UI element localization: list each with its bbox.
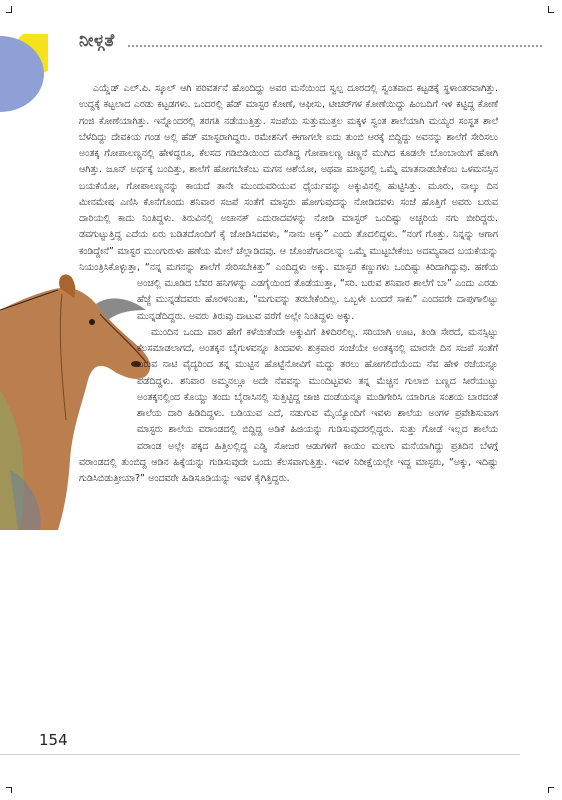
crop-mark [548, 6, 549, 12]
crop-mark [11, 6, 12, 12]
crop-mark [6, 12, 12, 13]
page-number: 154 [39, 731, 68, 749]
section-title: ನೀಳ್ಗತೆ [79, 31, 115, 51]
header-dotted-rule [128, 45, 542, 47]
paragraph-text: ಎಯ್ಡೆಡ್ ಎಲ್.ಪಿ. ಸ್ಕೂಲ್ ಆಗಿ ಪರಿವರ್ತನೆ ಹೊಂದಿದ್ದು ಅವರ ಮನೆಯಿಂದ ಸ್ವಲ್ಪ ದೂರದಲ್ಲಿ ಸ್ವಂತವಾದ ಕಟ್ಟಡಕ್ಕೆ ಸ್ಥಳಾಂತರವಾಗಿತ್ತು. ಉದ್ದಕ್ಕೆ ಕಟ್ಟಲಾದ ಎರಡು ಕಟ್ಟಡಗಳು. ಒಂದರಲ್ಲಿ ಹೆಡ್ ಮಾಸ್ಟರ ಕೋಣೆ, ಆಫೀಸು, ಟೀಚರ್‌ಗಳ ಕೋಣೆಯಿದ್ದು ಹಿಂಬದಿಗೆ ಇಳಿ ಕಟ್ಟಿದ್ದ ಕೋಣೆ ಗಂಜಿ ಕೋಣೆಯಾಗಿತ್ತು. ಇನ್ನೊಂದರಲ್ಲಿ ತರಗತಿ ನಡೆಯುತ್ತಿತ್ತು. ಸಜಪೆಯ ಸುತ್ತುಮುತ್ತಲ ಮಕ್ಕಳ ಸ್ವಂತ ಶಾಲೆಯಾಗಿ ಮಯ್ಯರ ಸಂಸ್ಥತ ಶಾಲೆ ಬೆಳೆದಿದ್ದು ದೇವಕಿಯ ಗಂಡ ಅಲ್ಲಿ ಹೆಡ್ ಮಾಸ್ಟರಾಗಿದ್ದರು. ರಮೇಶನಿಗೆ ಈಗಾಗಲೇ ಐದು ತುಂಬಿ ಆರಕ್ಕೆ ಬಿದ್ದಿದ್ದು ಅವನನ್ನು ಶಾಲೆಗೆ ಸೇರಿಸಲು ಅಂತಕ್ಕ ಗೋಪಾಲಣ್ಣನಲ್ಲಿ ಹೇಳಿದ್ದರೂ, ಕೆಲಸದ ಗಡಿಬಿಡಿಯಿಂದ ಮರೆತಿದ್ದ ಗೋಪಾಲಣ್ಣ ಚಿಣ್ಣನೆ ಮುಗಿದ ಕೂಡಲೇ ಬೊಂಬಾಯಿಗೆ ಹೋಗಿ ಆಗಿತ್ತು. ಜೂನ್ ಅರ್ಧಕ್ಕೆ ಬಂದಿತ್ತು, ಶಾಲೆಗೆ ಹೋಗಬೇಕೆಂಬ ಮಗನ ಆಶೆಯೋ, ಅಥವಾ ಮಾಸ್ಟರಲ್ಲಿ ಒಮ್ಮೆ ಮಾತನಾಡಬೇಕೆಂಬ ಒಳಮನಸ್ಸಿನ ಬಯಕೆಯೋ, ಗೋಪಾಲಣ್ಣನನ್ನು ಕಾಯದೆ ತಾನೇ ಮುಂದುವರಿಯುವ ಧೈರ್ಯವನ್ನು ಅಕ್ಕುವಿನಲ್ಲಿ ಹುಟ್ಟಿಸಿತ್ತು. ಮೂರು, ನಾಲ್ಕು ದಿನ ಮೀನಮೇಷ ಎಣಿಸಿ ಕೊನೆಗೊಂದು ಶನಿವಾರ ಸಜಪೆ ಸಂತೆಗೆ ಮಾಸ್ಟರು ಹೋಗುವುದನ್ನು ನೋಡಿದವಳು ಸಂಜೆ ಹೊತ್ತಿಗೆ ಅವರು ಬರುವ ದಾರಿಯಲ್ಲಿ ಕಾದು ನಿಂತಿದ್ದಳು. ತಿರುವಿನಲ್ಲಿ ಅಚಾನಕ್ ಎದುರಾದವಳನ್ನು ನೋಡಿ ಮಾಸ್ಟರ್ ಒಂದಿಷ್ಟು ಅಚ್ಚರಿಯ ನಗು ಬೀರಿದ್ದರು. ಡವಗುಟ್ಟುತ್ತಿದ್ದ ಎದೆಯ ಏರು ಬಡಿತದೊಂದಿಗೆ ಕೈ ಜೋಡಿಸಿದವಳು, “ನಾನು ಅಕ್ಕು” ಎಂದು ತೊದಲಿದ್ದಳು. “ನಂಗೆ ಗೊತ್ತು. ನಿನ್ನನ್ನು ಆಗಾಗ ಕಂಡಿದ್ದೇನೆ” ಮಾಸ್ಟರ ಮುಂಗುರುಳು ಹಣೆಯ ಮೇಲೆ ಚೆಲ್ಲಾಡಿದವು. ಆ ಜೊಂಪೆಗೂದಲನ್ನು ಒಮ್ಮೆ ಮುಟ್ಟಬೇಕೆಂಬ ಅದಮ್ಯವಾದ ಬಯಕೆಯನ್ನು ನಿಯಂತ್ರಿಸಿಕೊಳ್ಳುತ್ತಾ, “ನನ್ನ ಮಗನನ್ನು ಶಾಲೆಗೆ ಸೇರಿಸಬೇಕಿತ್ತು” ಎಂದಿದ್ದಳು ಅಕ್ಕು. ಮಾಸ್ಟರ ಕಣ್ಣುಗಳು ಒಂದಿಷ್ಟು ಕಿರಿದಾಗಿದ್ದುವು. ಹಣೆಯ ಅಂಚಲ್ಲಿ ಮೂಡಿದ ಬೆವರ ಹನಿಗಳನ್ನು ಎಡಗೈಯಿಂದ ತೊಡೆಯುತ್ತಾ, “ಸರಿ. ಬರುವ ಶನಿವಾರ ಶಾಲೆಗೆ ಬಾ” ಎಂದು ಎರಡು ಹೆಜ್ಜೆ ಮುನ್ನಡೆದವರು ಹೊರಳಿನಿಂತು, “ಮಗುವನ್ನು ತರಬೇಕೆಂದಿಲ್ಲ. ಒಬ್ಬಳೇ ಬಂದರೆ ಸಾಕು” ಎಂದವರೇ ದಾಪುಗಾಲಿಟ್ಟು ಮುನ್ನಡೆದಿದ್ದರು. ಅವರು ತಿರುವು ದಾಟುವ ವರೆಗೆ ಅಲ್ಲೇ ನಿಂತಿದ್ದಳು ಅಕ್ಕು. [79, 83, 498, 322]
crop-mark [548, 12, 554, 13]
story-body [79, 81, 498, 487]
crop-mark [548, 787, 549, 793]
footer-rule [0, 754, 520, 755]
paragraph [79, 81, 498, 325]
paragraph: ಮುಂದಿನ ಒಂದು ವಾರ ಹೇಗೆ ಕಳೆಯಿತೆಂದೇ ಅಕ್ಕುವಿಗೆ ತಿಳಿದಿರಲಿಲ್ಲ. ಸರಿಯಾಗಿ ಊಟ, ತಿಂಡಿ ಸೇರದೆ, ಮನಸ್ಸಿಟ್ಟು ಕೆಲಸಮಾಡಲಾಗದೆ, ಅಂತಕ್ಕನ ಬೈಗುಳವನ್ನೂ ತಿಂದವಳು ಶುಕ್ರವಾರ ಸಂಜೆಯೇ ಅಂತಕ್ಕನಲ್ಲಿ ಮಾರನೇ ದಿನ ಸಜಪೆ ಸಂತೆಗೆ ಬರುವ ನಾಟಿ ವೈದ್ಯರಿಂದ ತನ್ನ ಮುಟ್ಟಿನ ಹೊಟ್ಟೆನೋವಿಗೆ ಮದ್ದು ತರಲು ಹೋಗಲಿದೆಯೆಂದು ನೆವ ಹೇಳಿ ರಜೆಯನ್ನೂ ಪಡೆದಿದ್ದಳು. ಶನಿವಾರ ಅಮ್ಮನಲ್ಲೂ ಅದೇ ನೆವವನ್ನು ಮುಂದಿಟ್ಟವಳು ತನ್ನ ಮೆಚ್ಚಿನ ಗುಲಾಬಿ ಬಣ್ಣದ ಸೀರೆಯುಟ್ಟು ಅಂತಕ್ಕನಲ್ಲಿಂದ ಕೊಯ್ದು ತಂದು ಬೈರಾಸಿನಲ್ಲಿ ಸುತ್ತಿಟ್ಟಿದ್ದ ಜಾಜಿ ದಂಡೆಯನ್ನೂ ಮುಡಿಗೇರಿಸಿ ಯಾರಿಗೂ ಸಂಶಯ ಬಾರದಂತೆ ಶಾಲೆಯ ದಾರಿ ಹಿಡಿದಿದ್ದಳು. ಬಡಿಯುವ ಎದೆ, ನಡುಗುವ ಮೈಯ್ಯೊಂದಿಗೆ ಇವಳು ಶಾಲೆಯ ಅಂಗಳ ಪ್ರವೇಶಿಸುವಾಗ ಮಾಸ್ಟರು ಶಾಲೆಯ ವರಾಂಡದಲ್ಲಿ ಬಿದ್ದಿದ್ದ ಅಡಿಕೆ ಹಿಜಿಯನ್ನು ಗುಡಿಸುವುದರಲ್ಲಿದ್ದರು. ಸುತ್ತು ಗೋಡೆ ಇಲ್ಲದ ಶಾಲೆಯ ವರಾಂಡ ಅಲ್ಲೇ ಪಕ್ಕದ ಹಿತ್ತಿಲಲ್ಲಿದ್ದ ಎಡ್ವಿ ಸೋಜರ ಆಡುಗಳಿಗೆ ಕಾಯಂ ಮಲಗು ಮನೆಯಾಗಿದ್ದು ಪ್ರತಿದಿನ ಬೆಳಗ್ಗೆ ವರಾಂಡದಲ್ಲಿ ತುಂಬಿದ್ದ ಆಡಿನ ಹಿಕ್ಕೆಯನ್ನು ಗುಡಿಸುವುದೇ ಒಂದು ಕೆಲಸವಾಗುತ್ತಿತ್ತು. ಇವಳ ನಿರೀಕ್ಷೆಯಲ್ಲೇ ಇದ್ದ ಮಾಸ್ಟರು, “ಅಕ್ಕು, ಇದಿಷ್ಟು ಗುಡಿಸಿಬಿಡುತ್ತೀಯಾ?” ಅಂದವರೇ ಹಿಡಿಸೂಡಿಯನ್ನು ಇವಳ ಕೈಗಿತ್ತಿದ್ದರು. [79, 326, 498, 484]
header-decoration [0, 34, 48, 112]
crop-mark [11, 787, 12, 793]
